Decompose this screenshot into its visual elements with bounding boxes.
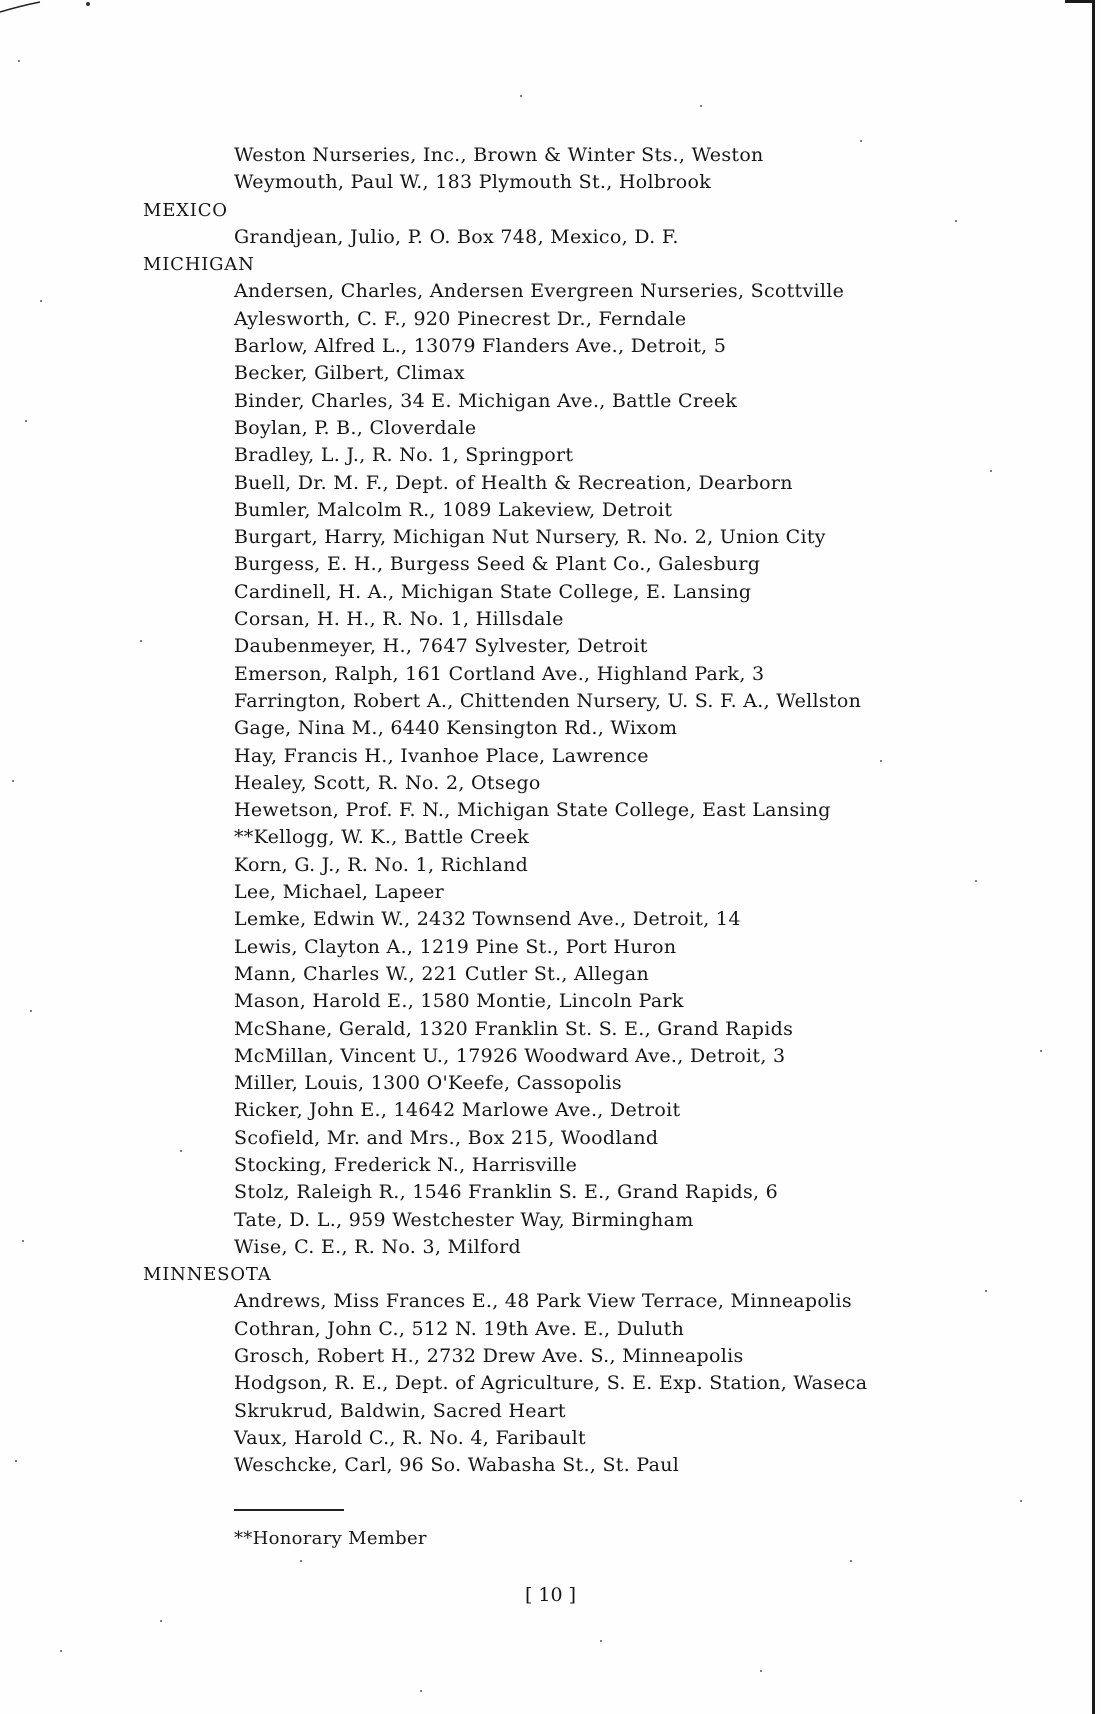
scan-speck: [700, 105, 702, 107]
scan-speck: [22, 1240, 24, 1242]
member-entry: Cardinell, H. A., Michigan State College, E. Lansing: [234, 580, 752, 603]
member-entry: Weston Nurseries, Inc., Brown & Winter Sts., Weston: [234, 144, 764, 166]
member-entry: Burgess, E. H., Burgess Seed & Plant Co., Galesburg: [234, 553, 761, 576]
state-heading: MINNESOTA: [143, 1264, 272, 1286]
scan-speck: [600, 1640, 602, 1642]
scan-speck: [985, 1290, 987, 1292]
member-entry: Boylan, P. B., Cloverdale: [234, 416, 477, 439]
member-entry: Corsan, H. H., R. No. 1, Hillsdale: [234, 608, 564, 631]
member-entry: Weymouth, Paul W., 183 Plymouth St., Holbrook: [234, 171, 712, 194]
scan-speck: [990, 470, 992, 472]
member-entry: Farrington, Robert A., Chittenden Nursery, U. S. F. A., Wellston: [234, 689, 862, 712]
member-entry: **Kellogg, W. K., Battle Creek: [234, 826, 530, 849]
member-entry: Cothran, John C., 512 N. 19th Ave. E., Duluth: [234, 1317, 685, 1340]
member-entry: Grosch, Robert H., 2732 Drew Ave. S., Minneapolis: [234, 1345, 744, 1368]
member-entry: Stolz, Raleigh R., 1546 Franklin S. E., Grand Rapids, 6: [234, 1181, 779, 1204]
member-entry: Binder, Charles, 34 E. Michigan Ave., Battle Creek: [234, 389, 738, 412]
member-entry: Lee, Michael, Lapeer: [234, 881, 444, 904]
scan-speck: [12, 780, 14, 782]
scan-speck: [180, 1150, 182, 1152]
scan-speck: [15, 1460, 17, 1462]
member-directory: [0, 142, 1101, 1480]
member-entry: Emerson, Ralph, 161 Cortland Ave., Highland Park, 3: [234, 662, 765, 685]
scan-speck: [25, 420, 27, 422]
scan-speck: [18, 60, 20, 62]
member-entry: Mann, Charles W., 221 Cutler St., Allegan: [234, 962, 650, 985]
scan-speck: [850, 1560, 852, 1562]
member-entry: Vaux, Harold C., R. No. 4, Faribault: [234, 1426, 586, 1449]
member-entry: Hewetson, Prof. F. N., Michigan State College, East Lansing: [234, 799, 831, 822]
member-entry: Barlow, Alfred L., 13079 Flanders Ave., Detroit, 5: [234, 335, 727, 358]
member-entry: Korn, G. J., R. No. 1, Richland: [234, 853, 529, 876]
member-entry: Miller, Louis, 1300 O'Keefe, Cassopolis: [234, 1072, 622, 1095]
scan-speck: [520, 95, 522, 97]
scan-speck: [30, 1010, 32, 1012]
member-entry: Grandjean, Julio, P. O. Box 748, Mexico, D. F.: [234, 225, 679, 248]
footnote-rule: [234, 1509, 344, 1511]
member-entry: Wise, C. E., R. No. 3, Milford: [234, 1235, 521, 1258]
member-entry: Scofield, Mr. and Mrs., Box 215, Woodland: [234, 1126, 659, 1149]
scan-speck: [40, 300, 42, 302]
scan-speck: [140, 640, 142, 642]
scan-speck: [420, 1690, 422, 1692]
member-entry: Healey, Scott, R. No. 2, Otsego: [234, 771, 541, 794]
member-entry: Buell, Dr. M. F., Dept. of Health & Recreation, Dearborn: [234, 471, 793, 494]
member-entry: McMillan, Vincent U., 17926 Woodward Ave., Detroit, 3: [234, 1044, 786, 1067]
scan-speck: [975, 880, 977, 882]
member-entry: Aylesworth, C. F., 920 Pinecrest Dr., Ferndale: [234, 307, 687, 330]
member-entry: Bumler, Malcolm R., 1089 Lakeview, Detroit: [234, 498, 673, 521]
member-entry: Mason, Harold E., 1580 Montie, Lincoln Park: [234, 990, 684, 1013]
page-edge-corner: [1065, 0, 1095, 3]
scan-speck: [955, 220, 957, 222]
member-entry: Stocking, Frederick N., Harrisville: [234, 1153, 578, 1176]
member-entry: Lewis, Clayton A., 1219 Pine St., Port Huron: [234, 935, 677, 958]
member-entry: Andrews, Miss Frances E., 48 Park View Terrace, Minneapolis: [234, 1290, 852, 1313]
scan-speck: [160, 1620, 162, 1622]
member-entry: Lemke, Edwin W., 2432 Townsend Ave., Detroit, 14: [234, 908, 741, 931]
scan-speck: [1040, 1050, 1042, 1052]
member-entry: Skrukrud, Baldwin, Sacred Heart: [234, 1399, 566, 1422]
member-entry: Burgart, Harry, Michigan Nut Nursery, R. No. 2, Union City: [234, 526, 826, 549]
member-entry: Tate, D. L., 959 Westchester Way, Birmingham: [234, 1208, 694, 1231]
member-entry: McShane, Gerald, 1320 Franklin St. S. E., Grand Rapids: [234, 1017, 794, 1040]
scan-speck: [60, 1650, 62, 1652]
state-heading: MEXICO: [143, 199, 228, 221]
member-entry: Hodgson, R. E., Dept. of Agriculture, S. E. Exp. Station, Waseca: [234, 1372, 868, 1395]
member-entry: Hay, Francis H., Ivanhoe Place, Lawrence: [234, 744, 649, 767]
member-entry: Ricker, John E., 14642 Marlowe Ave., Detroit: [234, 1099, 681, 1122]
member-entry: Becker, Gilbert, Climax: [234, 362, 465, 385]
footnote: **Honorary Member: [234, 1528, 427, 1549]
member-entry: Bradley, L. J., R. No. 1, Springport: [234, 444, 574, 467]
member-entry: Weschcke, Carl, 96 So. Wabasha St., St. Paul: [234, 1454, 680, 1477]
member-entry: Andersen, Charles, Andersen Evergreen Nurseries, Scottville: [234, 280, 845, 303]
member-entry: Gage, Nina M., 6440 Kensington Rd., Wixom: [234, 717, 678, 740]
scan-speck: [1020, 1500, 1022, 1502]
page-number: [ 10 ]: [524, 1584, 577, 1606]
state-heading: MICHIGAN: [143, 254, 255, 276]
scan-speck: [300, 1560, 302, 1562]
corner-scan-mark: [0, 0, 120, 18]
scan-speck: [880, 760, 882, 762]
scan-speck: [760, 1670, 762, 1672]
scan-speck: [860, 140, 862, 142]
member-entry: Daubenmeyer, H., 7647 Sylvester, Detroit: [234, 635, 648, 658]
